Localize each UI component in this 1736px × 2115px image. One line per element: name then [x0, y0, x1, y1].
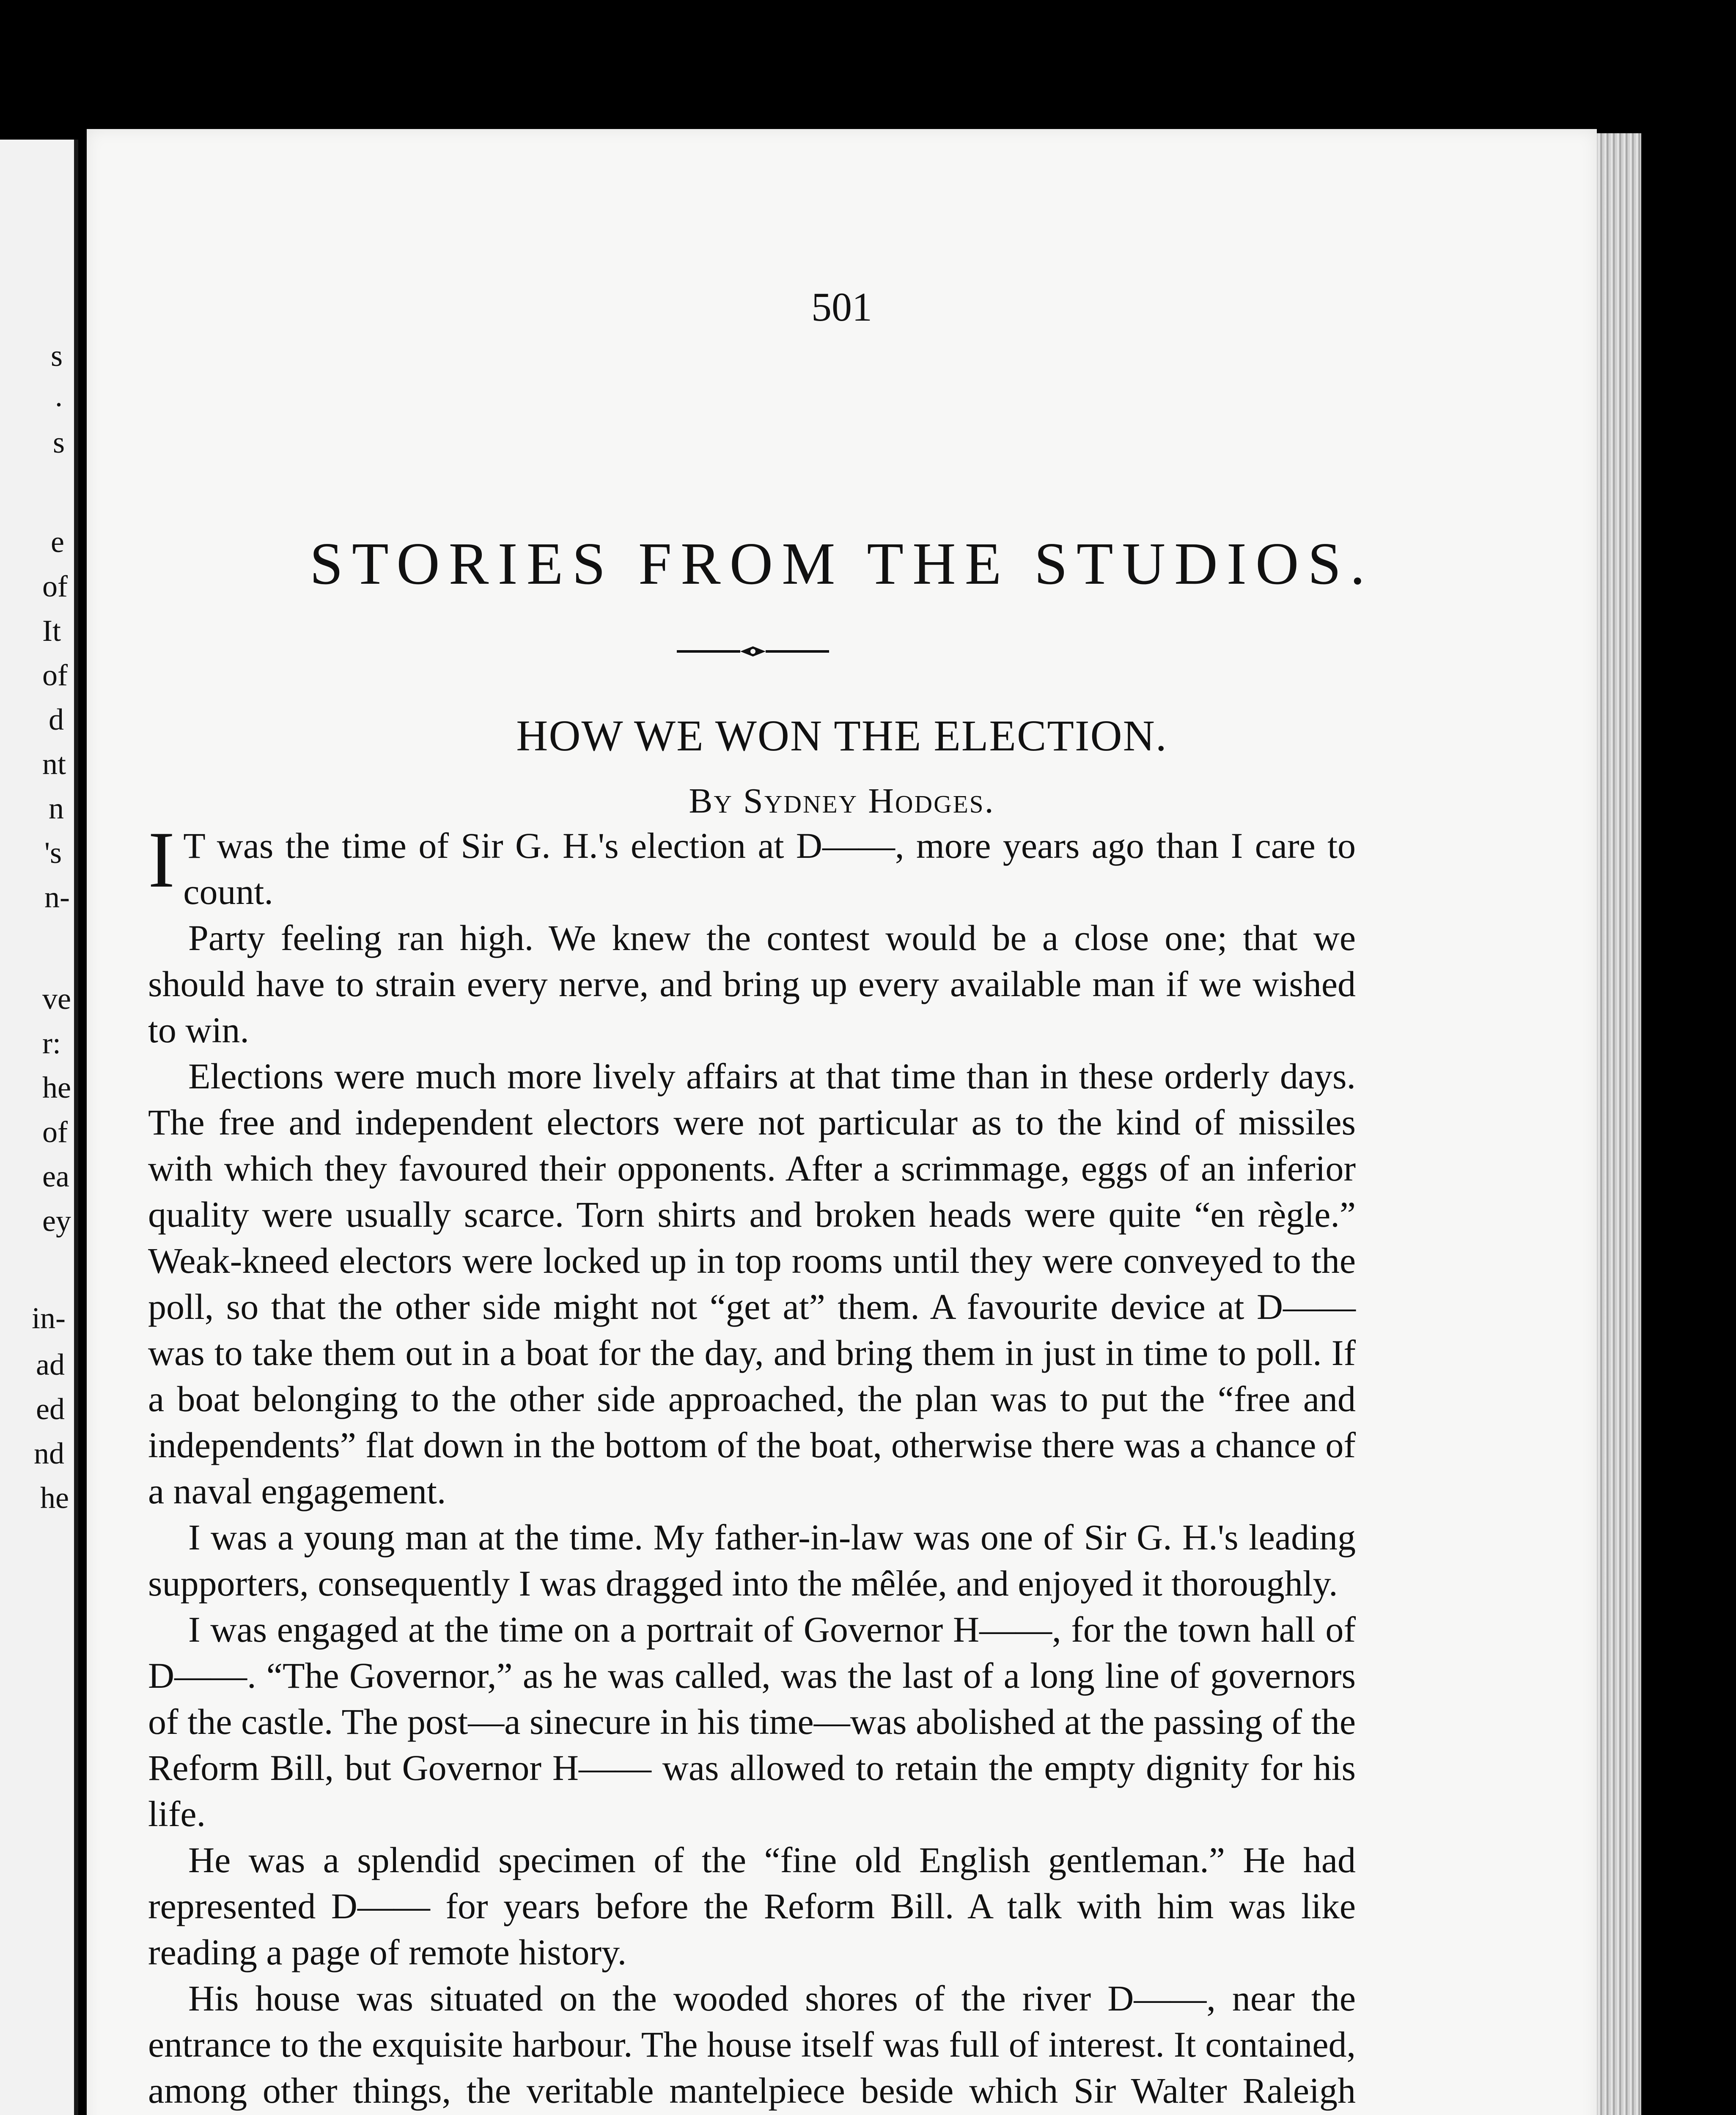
facing-page-fragment: ey — [42, 1204, 71, 1238]
facing-page-fragment: ea — [42, 1159, 69, 1193]
book-page — [87, 129, 1597, 2115]
facing-page-fragment: he — [42, 1071, 71, 1104]
series-title: STORIES FROM THE STUDIOS. — [310, 530, 1374, 597]
facing-page-fragment: nd — [34, 1437, 64, 1470]
byline: By Sydney Hodges. — [689, 781, 995, 821]
facing-page-edge — [0, 140, 78, 2115]
page-number: 501 — [811, 284, 872, 330]
facing-page-fragment: he — [40, 1481, 69, 1515]
facing-page-fragment: n — [49, 791, 64, 825]
ornament-divider — [677, 643, 829, 660]
facing-page-fragment: e — [51, 525, 64, 559]
facing-page-fragment: s — [51, 339, 63, 373]
facing-page-fragment: s — [53, 426, 65, 459]
facing-page-fragment: 's — [44, 836, 62, 870]
page-edges — [1597, 133, 1641, 2115]
facing-page-fragment: nt — [42, 747, 66, 781]
facing-page-fragment: in- — [32, 1301, 66, 1335]
facing-page-fragment: ad — [36, 1348, 65, 1382]
paragraph: Party feeling ran high. We knew the contest would be a close one; that we should have to strain every nerve, and bring up every available man if we wished to win. — [148, 917, 1356, 1050]
paragraph — [148, 816, 1356, 915]
paragraph: I was a young man at the time. My father-in-law was one of Sir G. H.'s leading supporters, consequently I was dragged into the mêlée, and enjoyed it thoroughly. — [148, 1517, 1356, 1604]
facing-page-fragment: . — [55, 379, 63, 413]
article-body — [148, 816, 1356, 2115]
facing-page-fragment: of — [42, 658, 68, 692]
paragraph: His house was situated on the wooded shores of the river D——, near the entrance to the exquisite harbour. The house itself was full of interest. It contained, among other things, the veritable mantelpiece beside which Sir Walter Raleigh — [148, 1978, 1356, 2111]
facing-page-fragment: of — [42, 1115, 68, 1149]
facing-page-fragment: n- — [44, 880, 70, 914]
drop-cap: I — [148, 816, 175, 904]
paragraph: He was a splendid specimen of the “fine old English gentleman.” He had represented D—— for years before the Reform Bill. A talk with him was like reading a page of remote history. — [148, 1840, 1356, 1972]
facing-page-fragment: r: — [42, 1026, 61, 1060]
facing-page-fragment: ve — [42, 982, 71, 1016]
paragraph: Elections were much more lively affairs at that time than in these orderly days. The free and independent electors were not particular as to the kind of missiles with which they favoured their opponents. After a scrimmage, eggs of an inferior quality were usually scarce. Torn shirts and broken heads were quite “en règle.” Weak-kneed electors were locked up in top rooms until they were conveyed to the poll, so that the other side might not “get at” them. A favourite device at D—— was to take them out in a boat for the day, and bring them in just in time to poll. If a boat belonging to the other side approached, the plan was to put the “free and independents” flat down in the bottom of the boat, otherwise there was a chance of a naval engagement. — [148, 1056, 1356, 1511]
article-title: HOW WE WON THE ELECTION. — [516, 711, 1167, 760]
facing-page-fragment: d — [49, 703, 64, 736]
facing-page-fragment: It — [42, 614, 61, 648]
facing-page-fragment: of — [42, 569, 68, 603]
paragraph-text: T was the time of Sir G. H.'s election at D——, more years ago than I care to count. — [183, 825, 1356, 912]
facing-page-fragment: ed — [36, 1392, 65, 1426]
paragraph: I was engaged at the time on a portrait of Governor H——, for the town hall of D——. “The Governor,” as he was called, was the last of a long line of governors of the castle. The post—a sinecure in his time—was abolished at the passing of the Reform Bill, but Governor H—— was allowed to retain the empty dignity for his life. — [148, 1609, 1356, 1834]
